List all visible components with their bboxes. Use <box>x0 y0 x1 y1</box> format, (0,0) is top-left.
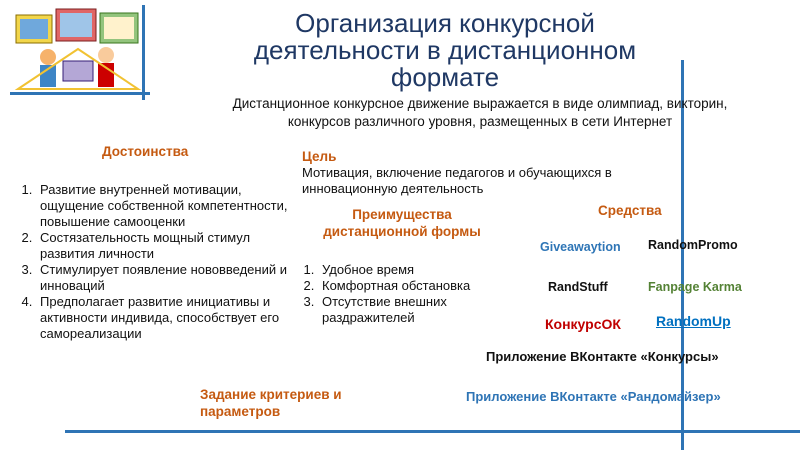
goal-heading: Цель <box>302 149 337 164</box>
page-title: Организация конкурсной деятельности в дистанционном формате <box>253 8 637 92</box>
app-vk-contests: Приложение ВКонтакте «Конкурсы» <box>486 349 719 364</box>
remote-benefits-heading: Преимущества дистанционной формы <box>323 207 481 239</box>
remote-benefits-list <box>302 262 512 326</box>
advantage-item: 3. Стимулирует появление нововведений и инноваций <box>36 262 295 294</box>
remote-benefit-item: 3. Отсутствие внешних раздражителей <box>318 294 512 326</box>
tool-konkursok: КонкурсОК <box>545 316 621 332</box>
advantages-heading: Достоинства <box>102 144 189 159</box>
tools-heading: Средства <box>598 203 662 218</box>
criteria-heading: Задание критериев и параметров <box>200 387 342 419</box>
advantage-item: 2. Состязательность мощный стимул развития личности <box>36 230 295 262</box>
remote-benefit-item: 2. Комфортная обстановка <box>318 278 512 294</box>
tool-randomup-link[interactable]: RandomUp <box>656 313 731 329</box>
advantage-item: 1. Развитие внутренней мотивации, ощущение собственной компетентности, повышение самооценки <box>36 182 295 230</box>
tool-randompromo: RandomPromo <box>648 238 738 252</box>
office-clipart-image <box>8 5 148 93</box>
tool-fanpage-karma: Fanpage Karma <box>648 280 742 294</box>
advantages-list <box>20 182 295 342</box>
remote-benefit-item: 1. Удобное время <box>318 262 512 278</box>
tool-giveawaytion: Giveawaytion <box>540 240 621 254</box>
intro-text: Дистанционное конкурсное движение выражается в виде олимпиад, викторин, конкурсов различного уровня, размещенных в сети Интернет <box>232 96 728 129</box>
app-vk-randomizer: Приложение ВКонтакте «Рандомайзер» <box>466 389 721 404</box>
goal-text: Мотивация, включение педагогов и обучающихся в инновационную деятельность <box>302 165 612 196</box>
tool-randstuff: RandStuff <box>548 280 608 294</box>
frame-line-bottom <box>65 430 800 433</box>
advantage-item: 4. Предполагает развитие инициативы и активности индивида, способствует его самореализации <box>36 294 295 342</box>
